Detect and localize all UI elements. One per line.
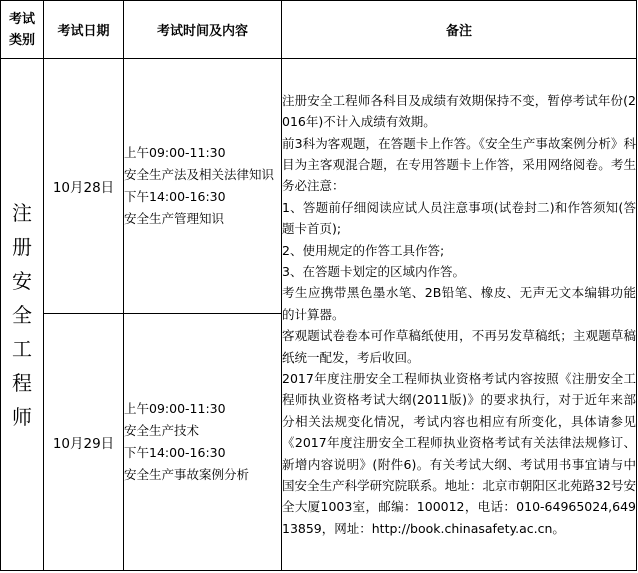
header-exam-type-line2: 类别	[8, 32, 35, 48]
header-exam-type-line1: 考试	[8, 11, 35, 27]
category-char: 全	[12, 302, 32, 327]
header-exam-time-content: 考试时间及内容	[124, 1, 282, 59]
note-paragraph: 客观题试卷卷本可作草稿纸使用，不再另发草稿纸；主观题草稿纸统一配发，考后收回。	[282, 328, 636, 365]
note-paragraph: 3、在答题卡划定的区域内作答。	[282, 263, 465, 279]
note-paragraph: 1、答题前仔细阅读应试人员注意事项(试卷封二)和作答须知(答题卡首页);	[282, 199, 636, 237]
time-line: 下午14:00-16:30	[124, 189, 226, 204]
time-line: 安全生产事故案例分析	[124, 467, 250, 482]
category-char: 师	[12, 404, 32, 429]
exam-date-day1: 10月28日	[44, 59, 124, 314]
exam-category-cell	[1, 59, 44, 571]
notes-cell	[282, 59, 637, 571]
category-char: 工	[12, 336, 32, 361]
note-paragraph: 2017年度注册安全工程师执业资格考试内容按照《注册安全工程师执业资格考试大纲(2011版)》的要求执行，对于近年来部分相关法规变化情况，考试内容也相应有所变化，具体请参见《2017年度注册安全工程师执业资格考试有关法律法规修订、新增内容说明》(附件6)。有关考试大纲、考试用书事宜请与中国安全生产科学研究院联系。地址：北京市朝阳区北苑路32号安全大厦1003室，邮编：100012，电话：010-64965024,64913859，网址：http://book.chinasafety.ac.cn。	[282, 371, 636, 536]
time-line: 下午14:00-16:30	[124, 445, 226, 460]
category-char: 安	[12, 268, 32, 293]
note-paragraph: 前3科为客观题，在答题卡上作答。《安全生产事故案例分析》科目为主客观混合题，在专用答题卡上作答，采用网络阅卷。考生务必注意：	[282, 135, 636, 194]
exam-time-day2	[124, 314, 282, 571]
header-exam-type	[1, 1, 44, 59]
header-notes: 备注	[282, 1, 637, 59]
exam-date-day2: 10月29日	[44, 314, 124, 571]
time-line: 安全生产管理知识	[124, 211, 225, 226]
category-char: 注	[12, 200, 32, 225]
table-row-day1	[1, 59, 637, 314]
time-line: 上午09:00-11:30	[124, 145, 226, 160]
note-paragraph: 考生应携带黑色墨水笔、2B铅笔、橡皮、无声无文本编辑功能的计算器。	[282, 285, 636, 322]
category-char: 册	[12, 234, 32, 259]
time-line: 安全生产技术	[124, 423, 200, 438]
header-exam-date: 考试日期	[44, 1, 124, 59]
note-paragraph: 注册安全工程师各科目及成绩有效期保持不变，暂停考试年份(2016年)不计入成绩有效期。	[282, 92, 636, 130]
header-row	[1, 1, 637, 59]
time-line: 安全生产法及相关法律知识	[124, 167, 275, 182]
exam-time-day1	[124, 59, 282, 314]
time-line: 上午09:00-11:30	[124, 401, 226, 416]
category-char: 程	[12, 370, 32, 395]
note-paragraph: 2、使用规定的作答工具作答;	[282, 242, 445, 258]
